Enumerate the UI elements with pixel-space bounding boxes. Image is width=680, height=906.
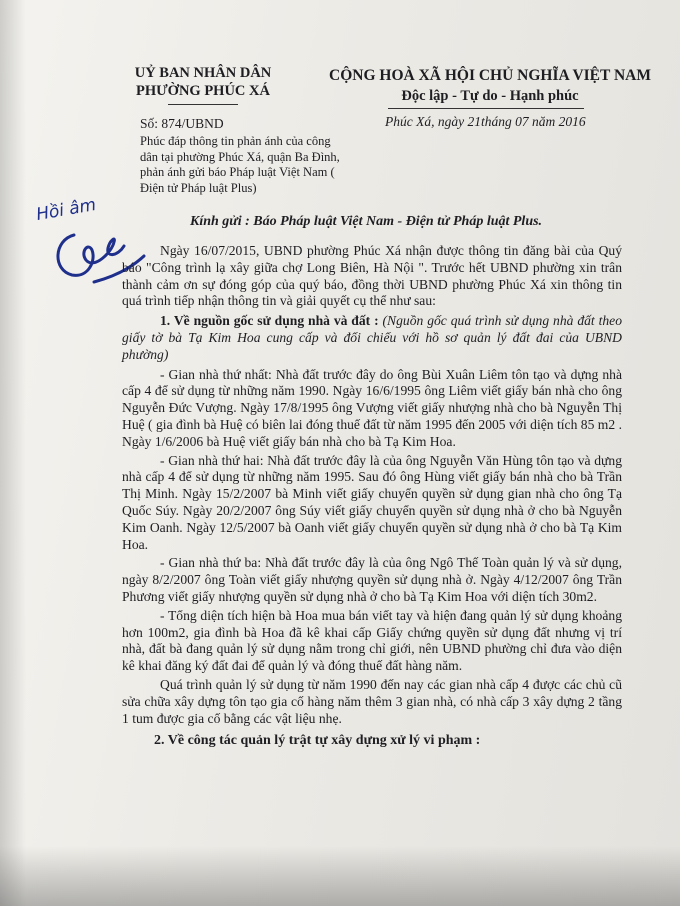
org-name-line2: PHƯỜNG PHÚC XÁ xyxy=(136,83,270,99)
house-3-paragraph: - Gian nhà thứ ba: Nhà đất trước đây là của ông Ngô Thế Toàn quản lý và sử dụng, ngày 8/2/2007 ông Toàn viết giấy nhượng quyền sử dụng nhà ở. Ngày 4/12/2007 ông Trần Phương viết giấy nhượng quyền sử dụng nhà ở cho bà Tạ Kim Hoa với diện tích 30m2. xyxy=(122,555,622,604)
house-1-paragraph: - Gian nhà thứ nhất: Nhà đất trước đây do ông Bùi Xuân Liêm tôn tạo và dựng nhà cấp 4 để sử dụng từ những năm 1990. Ngày 16/6/1995 ông Liêm viết giấy bán nhà cho ông Nguyễn Đức Vượng. Ngày 17/8/1995 ông Vượng viết giấy nhượng nhà cho bà Nguyễn Thị Huệ ( gia đình bà Huệ có biên lai đóng thuế đất từ năm 1995 đến 2005 với diện tích 85 m2 . Ngày 1/6/2006 bà Huệ viết giấy bán nhà cho bà Tạ Kim Hoa. xyxy=(122,366,622,449)
place-and-date: Phúc Xá, ngày 21tháng 07 năm 2016 xyxy=(385,114,586,129)
section-1-note: (Nguồn gốc quá trình sử dụng nhà đất theo giấy tờ bà Tạ Kim Hoa cung cấp và đối chiếu với hồ sơ quản lý đất đai của UBND phường) xyxy=(122,313,622,362)
issuing-organization xyxy=(118,64,288,100)
management-history-paragraph: Quá trình quản lý sử dụng từ năm 1990 đến nay các gian nhà cấp 4 được các chủ cũ sửa chữa xây dựng tôn tạo gia cố hàng năm thêm 3 gian nhà, có nhà cấp 3 xây dựng 2 tầng 1 tum được gia cố bằng các vật liệu nhẹ. xyxy=(122,676,622,726)
document-number: Số: 874/UBND xyxy=(140,116,224,131)
page-shadow-left xyxy=(0,0,26,906)
salutation: Kính gửi : Báo Pháp luật Việt Nam - Điện tử Pháp luật Plus. xyxy=(190,214,543,229)
house-2-paragraph: - Gian nhà thứ hai: Nhà đất trước đây là của ông Nguyễn Văn Hùng tôn tạo và dựng nhà cấp 4 để sử dụng từ những năm 1995. Sau đó ông Hùng viết giấy bán nhà cho bà Trần Thị Minh. Ngày 15/2/2007 bà Minh viết giấy chuyển quyền sử dụng gian nhà cho ông Tạ Quốc Súy. Ngày 20/2/2007 ông Súy viết giấy chuyển quyền sử dụng nhà ở cho bà Nguyễn Kim Oanh. Ngày 12/5/2007 bà Oanh viết giấy chuyển quyền sử dụng nhà ở cho bà Tạ Kim Hoa. xyxy=(122,452,622,552)
page-shadow-bottom xyxy=(0,846,680,906)
national-motto: Độc lập - Tự do - Hạnh phúc xyxy=(401,88,579,104)
section-1 xyxy=(122,313,622,363)
document-summary: Phúc đáp thông tin phản ánh của công dân tại phường Phúc Xá, quận Ba Đình, phản ánh gửi báo Pháp luật Việt Nam ( Điện tử Pháp luật Plus) xyxy=(140,134,340,195)
handwritten-note: Hồi âm xyxy=(34,194,98,226)
intro-paragraph: Ngày 16/07/2015, UBND phường Phúc Xá nhận được thông tin đăng bài của Quý báo "Công trình lạ xây giữa chợ Long Biên, Hà Nội ". Trước hết UBND phường xin trân thành cảm ơn sự đóng góp của quý báo, đồng thời UBND phường Phúc Xá xin thông tin quá trình tiếp nhận thông tin và giải quyết cụ thể như sau: xyxy=(122,243,622,309)
total-area-paragraph: - Tổng diện tích hiện bà Hoa mua bán viết tay và hiện đang quản lý sử dụng khoảng hơn 100m2, gia đình bà Hoa đã kê khai cấp Giấy chứng quyền sử dụng đất nhưng vị trí nhà, đất bà đang quản lý sử dụng nằm trong chỉ giới, nên UBND phường chỉ đưa vào diện kê khai đăng ký đất đai để quản lý và đóng thuế đất hàng năm. xyxy=(122,607,622,674)
section-1-title: 1. Về nguồn gốc sử dụng nhà và đất : xyxy=(160,313,379,329)
org-name-line1: UỶ BAN NHÂN DÂN xyxy=(134,65,272,81)
org-underline xyxy=(168,104,238,105)
motto-underline xyxy=(388,108,584,109)
document-body xyxy=(122,243,622,750)
section-2-title: 2. Về công tác quản lý trật tự xây dựng xử lý vi phạm : xyxy=(154,733,481,749)
national-title xyxy=(305,66,675,106)
nation-name: CỘNG HOÀ XÃ HỘI CHỦ NGHĨA VIỆT NAM xyxy=(329,67,651,84)
